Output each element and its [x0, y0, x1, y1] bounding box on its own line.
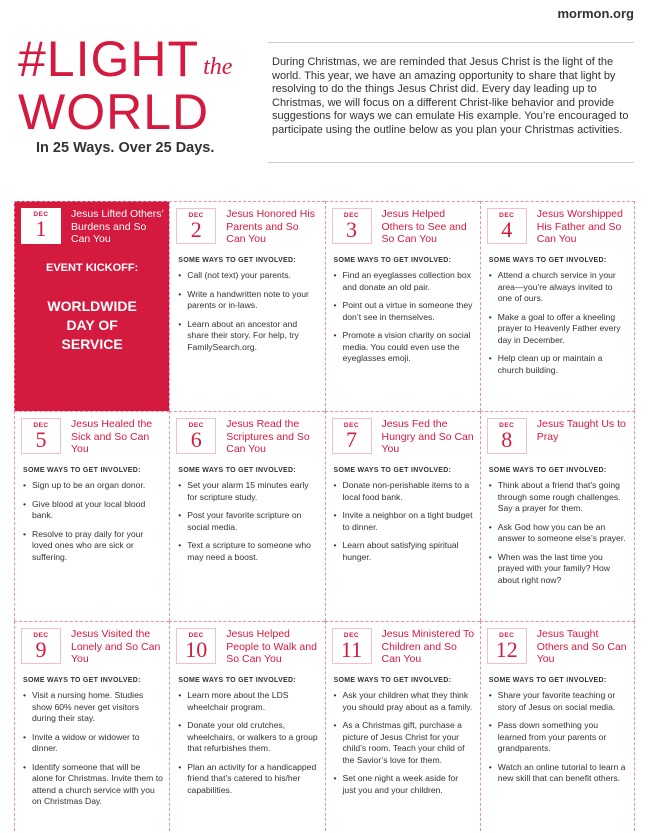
- ways-item: • Write a handwritten note to your parents or in-laws.: [178, 289, 318, 312]
- day-card: [325, 621, 480, 831]
- day-title: Jesus Ministered To Children and So Can You: [381, 628, 475, 665]
- ways-item: • Learn more about the LDS wheelchair program.: [178, 690, 318, 713]
- date-day: 6: [190, 427, 202, 452]
- ways-heading: SOME WAYS TO GET INVOLVED:: [488, 257, 607, 264]
- day-card: [480, 411, 635, 621]
- date-month: DEC: [499, 632, 515, 639]
- ways-list: [23, 690, 163, 815]
- event-kickoff-title: WORLDWIDE DAY OF SERVICE: [47, 298, 137, 352]
- date-badge: [176, 418, 216, 454]
- date-badge: [487, 418, 527, 454]
- ways-list: [334, 480, 474, 570]
- ways-item: • Find an eyeglasses collection box and donate an old pair.: [334, 270, 474, 293]
- ways-item: • Attend a church service in your area—you’re always invited to one of ours.: [489, 270, 628, 305]
- ways-heading: SOME WAYS TO GET INVOLVED:: [333, 677, 452, 684]
- ways-heading: SOME WAYS TO GET INVOLVED:: [23, 677, 141, 684]
- day-title: Jesus Worshipped His Father and So Can You: [536, 208, 623, 245]
- ways-heading: SOME WAYS TO GET INVOLVED:: [488, 677, 607, 684]
- ways-heading: SOME WAYS TO GET INVOLVED:: [178, 257, 296, 264]
- day-card: [169, 201, 324, 411]
- day-title: Jesus Visited the Lonely and So Can You: [71, 628, 161, 665]
- date-month: DEC: [343, 212, 360, 219]
- ways-heading: SOME WAYS TO GET INVOLVED:: [23, 467, 141, 474]
- ways-item: • Give blood at your local blood bank.: [23, 499, 163, 522]
- ways-item: • When was the last time you prayed with your family? How about right now?: [489, 552, 628, 587]
- date-day: 11: [340, 637, 363, 662]
- date-badge: [487, 208, 527, 244]
- ways-item: • Point out a virtue in someone they don’t see in themselves.: [334, 300, 474, 323]
- ways-heading: SOME WAYS TO GET INVOLVED:: [333, 467, 452, 474]
- ways-heading: SOME WAYS TO GET INVOLVED:: [488, 467, 607, 474]
- day-title: Jesus Read the Scriptures and So Can You: [226, 418, 310, 455]
- ways-item: • Share your favorite teaching or story of Jesus on social media.: [489, 690, 628, 713]
- date-badge: [332, 418, 372, 454]
- date-month: DEC: [188, 422, 204, 429]
- day-title: Jesus Healed the Sick and So Can You: [71, 418, 153, 455]
- intro-paragraph: During Christmas, we are reminded that Jesus Christ is the light of the world. This year, we have an amazing opportunity to share that light by resolving to do the things Jesus Christ did. Every day leading up to Christmas, we will focus on a different Christ-like behavior and provide suggestions for ways we can emulate His example. You’re encouraged to participate using the outline below as you plan your Christmas activities.: [272, 56, 629, 136]
- day-card: [14, 411, 169, 621]
- ways-list: [489, 270, 628, 383]
- day-title: Jesus Fed the Hungry and So Can You: [381, 418, 474, 455]
- date-month: DEC: [188, 212, 204, 219]
- ways-item: • Ask your children what they think you should pray about as a family.: [334, 690, 474, 713]
- date-month: DEC: [343, 422, 360, 429]
- ways-list: [178, 270, 318, 360]
- ways-item: • Watch an online tutorial to learn a new skill that can benefit others.: [489, 762, 628, 785]
- calendar-grid: [14, 201, 635, 833]
- ways-item: • Think about a friend that’s going through some rough challenges. Say a prayer for them.: [489, 480, 628, 515]
- day-card: [325, 411, 480, 621]
- divider: [268, 162, 634, 163]
- day-card: [169, 411, 324, 621]
- ways-item: • Call (not text) your parents.: [178, 270, 318, 282]
- date-day: 12: [495, 637, 518, 662]
- ways-item: • Set one night a week aside for just you and your children.: [334, 773, 474, 796]
- day-card: [480, 201, 635, 411]
- ways-heading: SOME WAYS TO GET INVOLVED:: [178, 467, 296, 474]
- ways-item: • As a Christmas gift, purchase a picture of Jesus Christ for your child’s room. Teach your child of the Savior’s love for them.: [334, 720, 474, 766]
- date-day: 4: [501, 217, 513, 242]
- brand-the: the: [203, 54, 233, 80]
- brand-light: #LIGHT: [18, 31, 200, 87]
- ways-item: • Post your favorite scripture on social media.: [178, 510, 318, 533]
- day-title: Jesus Honored His Parents and So Can You: [226, 208, 315, 245]
- ways-list: [178, 480, 318, 570]
- day-card: [325, 201, 480, 411]
- date-day: 1: [35, 216, 47, 241]
- day-card: [14, 201, 169, 411]
- ways-item: • Pass down something you learned from your parents or grandparents.: [489, 720, 628, 755]
- ways-heading: SOME WAYS TO GET INVOLVED:: [178, 677, 296, 684]
- ways-list: [489, 480, 628, 593]
- ways-item: • Donate non-perishable items to a local food bank.: [334, 480, 474, 503]
- date-day: 8: [501, 427, 513, 452]
- date-month: DEC: [499, 212, 515, 219]
- day-title: Jesus Taught Us to Pray: [536, 418, 626, 443]
- ways-item: • Sign up to be an organ donor.: [23, 480, 163, 492]
- brand-world: WORLD: [18, 84, 210, 140]
- ways-item: • Learn about an ancestor and share their story. For help, try FamilySearch.org.: [178, 319, 318, 354]
- ways-list: [334, 270, 474, 372]
- ways-heading: SOME WAYS TO GET INVOLVED:: [333, 257, 452, 264]
- date-day: 2: [190, 217, 202, 242]
- date-badge: [176, 208, 216, 244]
- ways-list: [23, 480, 163, 570]
- ways-item: • Make a goal to offer a kneeling prayer to Heavenly Father every day in December.: [489, 312, 628, 347]
- date-badge: [21, 418, 61, 454]
- ways-list: [489, 690, 628, 792]
- date-badge: [332, 628, 372, 664]
- ways-item: • Identify someone that will be alone for Christmas. Invite them to attend a church service with you on Christmas Day.: [23, 762, 163, 808]
- date-month: DEC: [33, 211, 49, 218]
- date-month: DEC: [33, 422, 49, 429]
- ways-list: [334, 690, 474, 803]
- date-badge: [487, 628, 527, 664]
- ways-item: • Donate your old crutches, wheelchairs, or walkers to a group that refurbishes them.: [178, 720, 318, 755]
- tagline: In 25 Ways. Over 25 Days.: [36, 140, 215, 156]
- day-card: [169, 621, 324, 831]
- light-the-world-logo: [18, 31, 258, 140]
- ways-item: • Set your alarm 15 minutes early for scripture study.: [178, 480, 318, 503]
- event-kickoff-label: EVENT KICKOFF:: [45, 262, 139, 274]
- ways-list: [178, 690, 318, 803]
- day-title: Jesus Lifted Others’ Burdens and So Can You: [71, 208, 164, 245]
- date-day: 5: [35, 427, 47, 452]
- date-month: DEC: [343, 632, 360, 639]
- ways-item: • Help clean up or maintain a church building.: [489, 353, 628, 376]
- date-badge: [176, 628, 216, 664]
- date-day: 3: [346, 217, 357, 242]
- date-month: DEC: [499, 422, 515, 429]
- date-month: DEC: [188, 632, 204, 639]
- ways-item: • Promote a vision charity on social media. You could even use the eyeglasses emoji.: [334, 330, 474, 365]
- date-day: 10: [185, 637, 208, 662]
- date-day: 7: [346, 427, 357, 452]
- ways-item: • Plan an activity for a handicapped friend that’s catered to his/her capabilities.: [178, 762, 318, 797]
- ways-item: • Text a scripture to someone who may need a boost.: [178, 540, 318, 563]
- date-badge: [332, 208, 372, 244]
- day-title: Jesus Helped Others to See and So Can You: [381, 208, 467, 245]
- ways-item: • Invite a widow or widower to dinner.: [23, 732, 163, 755]
- site-name: mormon.org: [557, 6, 634, 21]
- date-month: DEC: [33, 632, 49, 639]
- date-badge: [21, 628, 61, 664]
- ways-item: • Invite a neighbor on a tight budget to dinner.: [334, 510, 474, 533]
- ways-item: • Learn about satisfying spiritual hunger.: [334, 540, 474, 563]
- day-title: Jesus Helped People to Walk and So Can You: [226, 628, 317, 665]
- ways-item: • Ask God how you can be an answer to someone else’s prayer.: [489, 522, 628, 545]
- date-day: 9: [35, 637, 47, 662]
- day-title: Jesus Taught Others and So Can You: [536, 628, 627, 665]
- date-badge: [21, 208, 61, 244]
- divider: [268, 42, 634, 43]
- ways-item: • Resolve to pray daily for your loved ones who are sick or suffering.: [23, 529, 163, 564]
- day-card: [480, 621, 635, 831]
- ways-item: • Visit a nursing home. Studies show 60% never get visitors during their stay.: [23, 690, 163, 725]
- day-card: [14, 621, 169, 831]
